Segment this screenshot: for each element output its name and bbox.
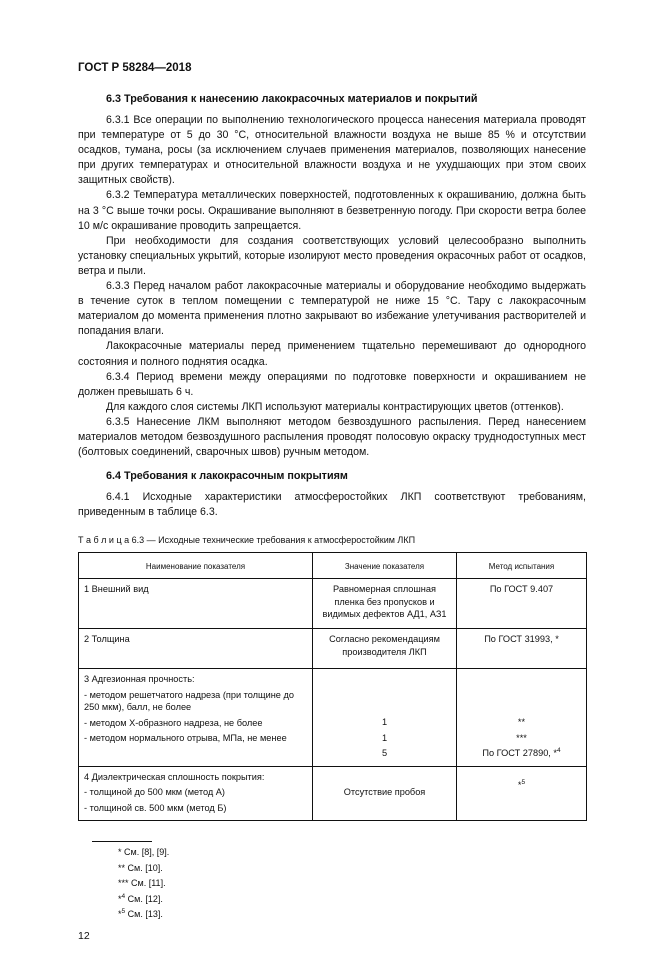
cell-line <box>462 747 581 760</box>
table-row <box>79 766 587 821</box>
table-header-row <box>79 553 587 579</box>
table-cell: 1 Внешний вид <box>79 579 313 629</box>
method-text: * <box>517 779 522 790</box>
paragraph: 6.4.1 Исходные характеристики атмосферостойких ЛКП соответствуют требованиям, приведенным в таблице 6.3. <box>78 491 586 519</box>
cell-line: - толщиной до 500 мкм (метод А) <box>84 787 225 798</box>
cell-line: 4 Диэлектрическая сплошность покрытия: <box>84 771 265 782</box>
cell-line: *** <box>516 732 527 743</box>
cell-line: 1 <box>381 732 388 743</box>
cell-line: Отсутствие пробоя <box>343 787 426 798</box>
cell-line: ** <box>517 717 526 728</box>
paragraph: 6.3.4 Период времени между операциями по подготовке поверхности и окрашиванием не должен превышать 6 ч. <box>78 370 586 398</box>
table-cell: Согласно рекомендациям производителя ЛКП <box>313 629 457 669</box>
footnote <box>118 845 661 861</box>
table-caption-text: — Исходные технические требования к атмосферостойким ЛКП <box>144 535 416 546</box>
cell-line: - методом нормального отрыва, МПа, не менее <box>84 733 287 744</box>
column-header: Значение показателя <box>313 553 457 579</box>
footnote-ref: 4 <box>556 747 561 755</box>
document-header: ГОСТ Р 58284—2018 <box>78 62 192 74</box>
paragraph: Для каждого слоя системы ЛКП используют материалы контрастирующих цветов (оттенков). <box>106 400 564 413</box>
page-number: 12 <box>78 929 90 942</box>
document-body <box>78 92 586 821</box>
table-cell <box>457 669 587 767</box>
footnote <box>118 861 661 877</box>
table-cell: По ГОСТ 31993, * <box>457 629 587 669</box>
footnote <box>118 876 661 892</box>
footnote-text: См. [8], [9]. <box>124 847 170 858</box>
footnote-mark: * <box>118 847 122 858</box>
cell-line: 3 Адгезионная прочность: <box>84 674 195 685</box>
footnote-mark: * <box>118 893 122 904</box>
section-6-4-title: 6.4 Требования к лакокрасочным покрытиям <box>106 470 348 483</box>
paragraph: 6.3.1 Все операции по выполнению технологического процесса нанесения материала проводят при температуре от 5 до 30 °С, относительной влажности воздуха не выше 85 % и отсутствии осадков, тумана, росы (за исключением случаев применения материалов, позволяющих нанесение при других температурах и относительной влажности воздуха и не ухудшающих при этом своих защитных свойств). <box>78 114 586 187</box>
cell-line: - методом решетчатого надреза (при толщине до 250 мкм), балл, не более <box>84 689 294 713</box>
footnote-divider <box>92 841 152 842</box>
footnote-text: См. [10]. <box>127 862 163 873</box>
paragraph: 6.3.2 Температура металлических поверхностей, подготовленных к окрашиванию, должна быть на 3 °С выше точки росы. Окрашивание выполняют в безветренную погоду. При скорости ветра более 10 м/с окрашивание проводить запрещается. <box>78 189 586 232</box>
cell-line: 1 <box>381 717 388 728</box>
section-6-3-title: 6.3 Требования к нанесению лакокрасочных материалов и покрытий <box>106 93 478 105</box>
table-caption-label: Т а б л и ц а 6.3 <box>78 535 145 546</box>
paragraph: 6.3.3 Перед началом работ лакокрасочные материалы и оборудование необходимо выдержать в течение суток в теплом помещении с температурой не ниже 15 °С. Тару с лакокрасочным материалом до момента применения плотно закрывают во избежание улетучивания растворителей и попадания влаги. <box>78 280 586 338</box>
column-header: Метод испытания <box>457 553 587 579</box>
footnote-mark: * <box>118 909 122 920</box>
table-cell: По ГОСТ 9.407 <box>457 579 587 629</box>
footnote-text: См. [12]. <box>127 893 163 904</box>
footnote-mark: ** <box>118 862 126 873</box>
footnote-text: См. [13]. <box>127 909 163 920</box>
footnote <box>118 892 661 908</box>
footnote-mark-sup: 5 <box>121 908 126 916</box>
table-cell <box>79 669 313 767</box>
table-cell: 2 Толщина <box>79 629 313 669</box>
cell-line: - толщиной св. 500 мкм (метод Б) <box>84 802 227 813</box>
paragraph: Лакокрасочные материалы перед применением тщательно перемешивают до однородного состояния и полного поднятия осадка. <box>78 340 586 368</box>
footnotes <box>118 845 661 923</box>
table-cell: Равномерная сплошная пленка без пропусков и видимых дефектов АД1, АЗ1 <box>313 579 457 629</box>
table-row <box>79 669 587 767</box>
paragraph: При необходимости для создания соответствующих условий целесообразно выполнить установку специальных укрытий, которые изолируют место проведения окрасочных работ от осадков, ветра и пыли. <box>78 234 586 277</box>
table-cell <box>457 766 587 821</box>
table-cell <box>313 669 457 767</box>
table-cell <box>79 766 313 821</box>
requirements-table <box>78 552 587 821</box>
paragraph: 6.3.5 Нанесение ЛКМ выполняют методом безвоздушного распыления. Перед нанесением материалов методом безвоздушного распыления проводят полосовую окраску труднодоступных мест (болтовых соединений, сварочных швов) ручным методом. <box>78 415 586 459</box>
cell-line: - методом Х-образного надреза, не более <box>84 717 263 728</box>
footnote-ref: 5 <box>521 778 526 786</box>
footnote-text: См. [11]. <box>131 878 166 889</box>
column-header: Наименование показателя <box>79 553 313 579</box>
table-row <box>79 579 587 629</box>
table-cell <box>313 766 457 821</box>
table-row <box>79 629 587 669</box>
method-text: По ГОСТ 27890, * <box>482 748 557 759</box>
table-caption <box>78 534 586 546</box>
footnote-mark: *** <box>118 878 129 889</box>
cell-line: 5 <box>381 748 388 759</box>
footnote-mark-sup: 4 <box>121 892 126 900</box>
footnote <box>118 907 661 923</box>
